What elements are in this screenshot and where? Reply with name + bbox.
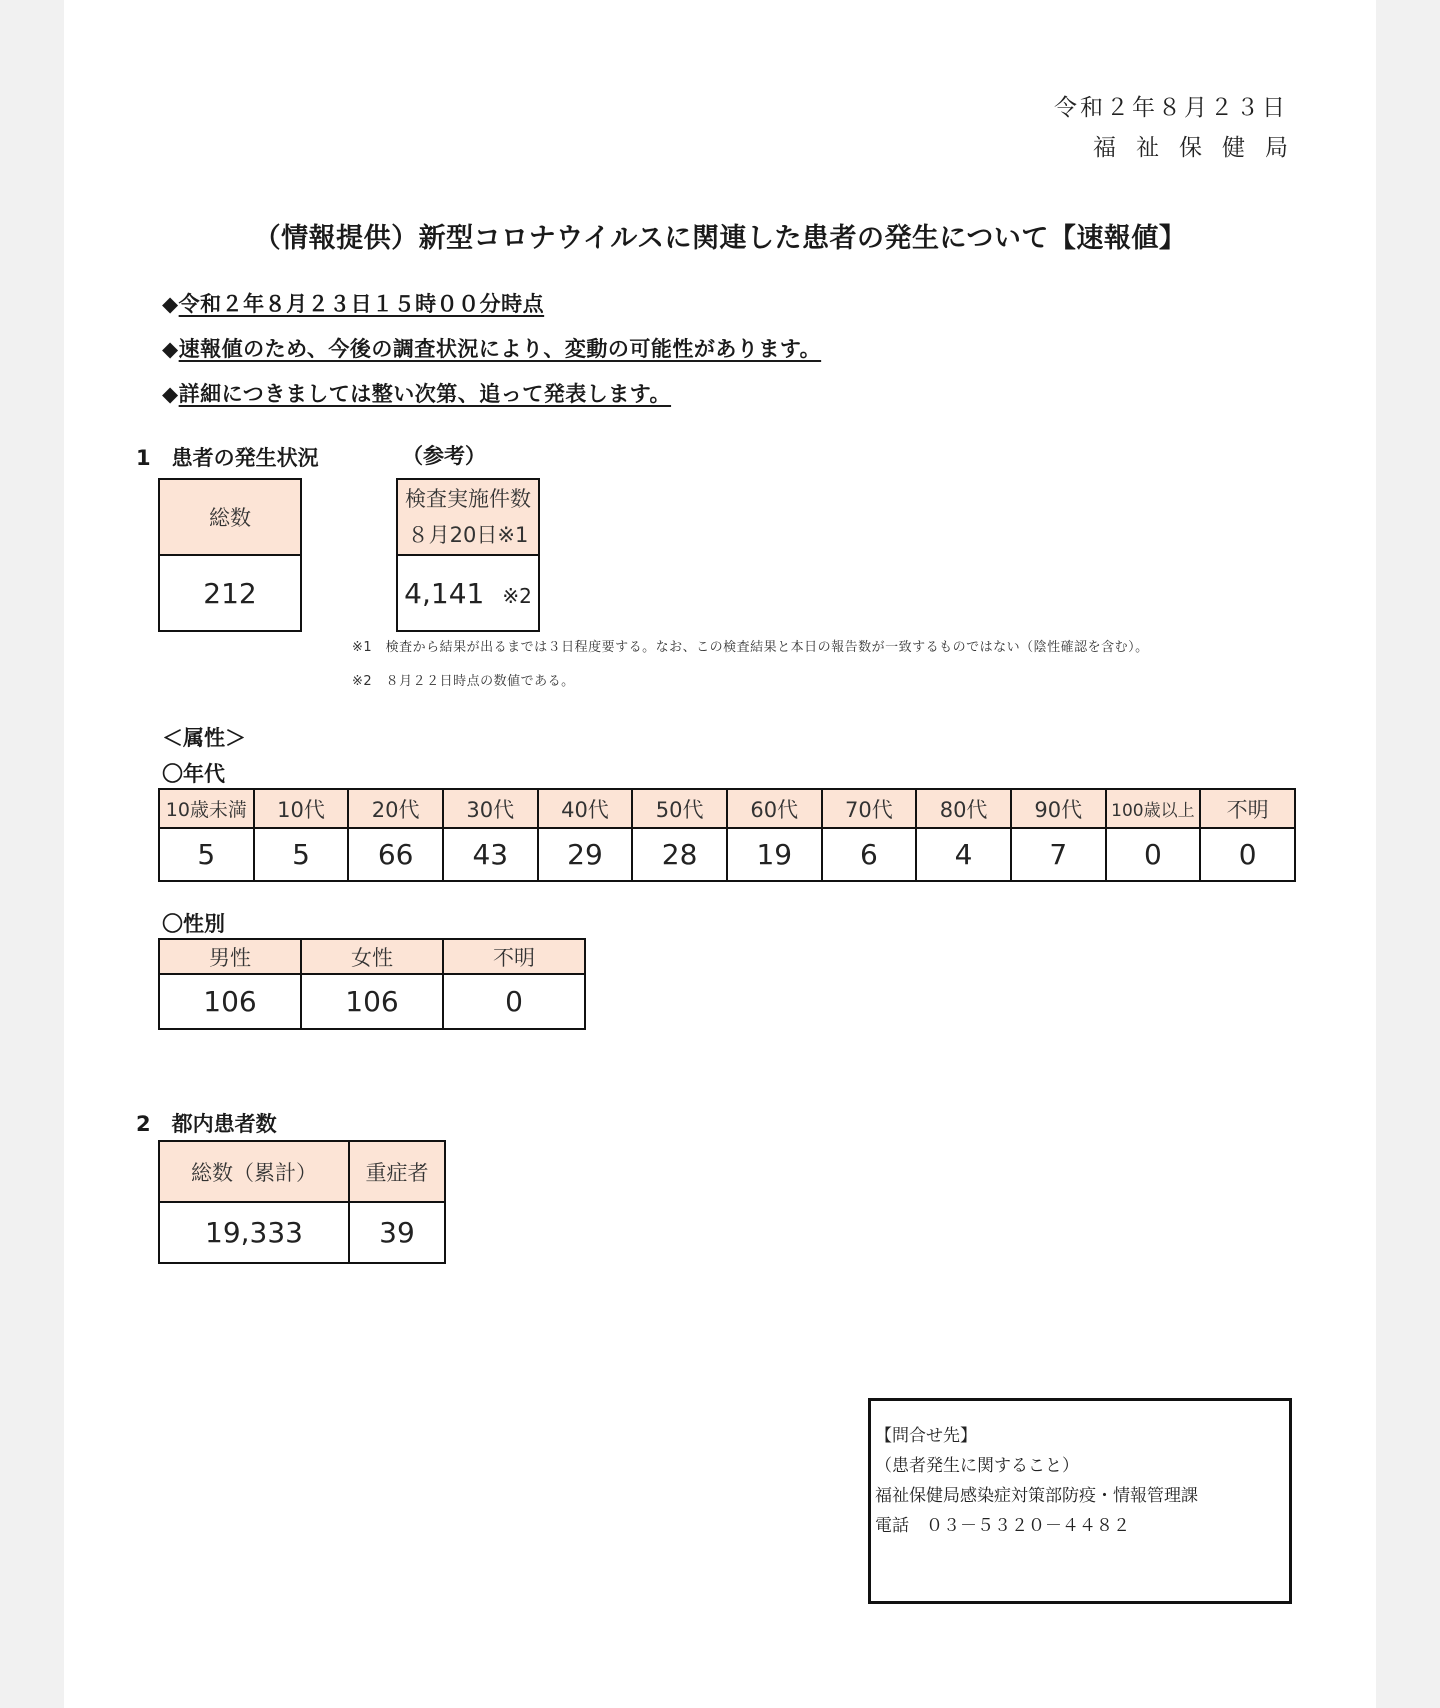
sex-header-cell: 女性 [301, 939, 443, 974]
age-table [158, 788, 1296, 882]
test-count-table [396, 478, 540, 632]
age-header-cell: 40代 [538, 789, 633, 828]
age-value-cell: 5 [254, 828, 349, 881]
test-count-header-line2: ８月20日※1 [407, 523, 529, 547]
total-table [158, 478, 302, 632]
age-value-cell: 5 [159, 828, 254, 881]
header-block [1054, 88, 1308, 168]
contact-phone: 電話 ０３－５３２０－４４８２ [875, 1516, 1130, 1536]
age-value-cell: 43 [443, 828, 538, 881]
bullet-text: 詳細につきましては整い次第、追って発表します。 [178, 382, 672, 406]
age-heading: 〇年代 [162, 762, 225, 786]
age-value-cell: 7 [1011, 828, 1106, 881]
sex-value-cell: 0 [443, 974, 585, 1029]
sex-header-cell: 不明 [443, 939, 585, 974]
age-value-cell: 0 [1200, 828, 1295, 881]
cumulative-value-row [159, 1202, 445, 1263]
age-header-cell: 100歳以上 [1106, 789, 1201, 828]
contact-department: 福祉保健局感染症対策部防疫・情報管理課 [875, 1486, 1198, 1506]
bullet-text: 令和２年８月２３日１５時００分時点 [178, 292, 545, 316]
sex-value-cell: 106 [159, 974, 301, 1029]
bullet-mark: ◆ [162, 337, 179, 361]
age-value-cell: 19 [727, 828, 822, 881]
cumulative-header-row [159, 1141, 445, 1202]
sex-header-cell: 男性 [159, 939, 301, 974]
footnote-1: ※1 検査から結果が出るまでは３日程度要する。なお、この検査結果と本日の報告数が一致するものではない（陰性確認を含む）。 [352, 640, 1149, 655]
age-header-cell: 不明 [1200, 789, 1295, 828]
contact-subject: （患者発生に関すること） [875, 1456, 1079, 1476]
footnote-2: ※2 ８月２２日時点の数値である。 [352, 674, 575, 689]
document-page [64, 0, 1376, 1708]
age-value-cell: 28 [632, 828, 727, 881]
age-value-row [159, 828, 1295, 881]
age-header-cell: 30代 [443, 789, 538, 828]
test-count-value: 4,141 [404, 576, 485, 610]
bullet-item [162, 288, 544, 318]
total-value: 212 [159, 555, 301, 631]
age-value-cell: 0 [1106, 828, 1201, 881]
severe-cases-value: 39 [349, 1202, 445, 1263]
issue-date: 令和２年８月２３日 [1054, 95, 1288, 121]
age-header-cell: 10歳未満 [159, 789, 254, 828]
section1-heading: 1 患者の発生状況 [136, 446, 319, 470]
page-title: （情報提供）新型コロナウイルスに関連した患者の発生について【速報値】 [253, 223, 1187, 254]
age-header-cell: 90代 [1011, 789, 1106, 828]
section2-heading: 2 都内患者数 [136, 1112, 277, 1136]
cumulative-header-cell: 総数（累計） [159, 1141, 349, 1202]
age-value-cell: 29 [538, 828, 633, 881]
test-count-cell [397, 555, 539, 631]
test-count-header [397, 479, 539, 555]
age-header-row [159, 789, 1295, 828]
age-header-cell: 50代 [632, 789, 727, 828]
cumulative-total-value: 19,333 [159, 1202, 349, 1263]
sex-value-row [159, 974, 585, 1029]
sex-header-row [159, 939, 585, 974]
contact-box [868, 1398, 1292, 1604]
sex-value-cell: 106 [301, 974, 443, 1029]
age-header-cell: 80代 [916, 789, 1011, 828]
bullet-item [162, 333, 821, 363]
age-value-cell: 6 [822, 828, 917, 881]
sex-table [158, 938, 586, 1030]
total-header: 総数 [159, 479, 301, 555]
age-value-cell: 66 [348, 828, 443, 881]
contact-heading: 【問合せ先】 [875, 1426, 977, 1446]
age-header-cell: 20代 [348, 789, 443, 828]
sex-heading: 〇性別 [162, 912, 225, 936]
test-count-header-line1: 検査実施件数 [405, 487, 531, 511]
test-count-note-mark: ※2 [502, 583, 532, 608]
age-value-cell: 4 [916, 828, 1011, 881]
cumulative-table [158, 1140, 446, 1264]
bullet-text: 速報値のため、今後の調査状況により、変動の可能性があります。 [178, 337, 822, 361]
attributes-heading: ＜属性＞ [162, 726, 246, 750]
cumulative-header-cell: 重症者 [349, 1141, 445, 1202]
reference-label: （参考） [402, 444, 486, 468]
bullet-item [162, 378, 671, 408]
bullet-mark: ◆ [162, 292, 179, 316]
bullet-mark: ◆ [162, 382, 179, 406]
age-header-cell: 70代 [822, 789, 917, 828]
age-header-cell: 60代 [727, 789, 822, 828]
age-header-cell: 10代 [254, 789, 349, 828]
issuing-org: 福祉保健局 [1093, 135, 1308, 161]
